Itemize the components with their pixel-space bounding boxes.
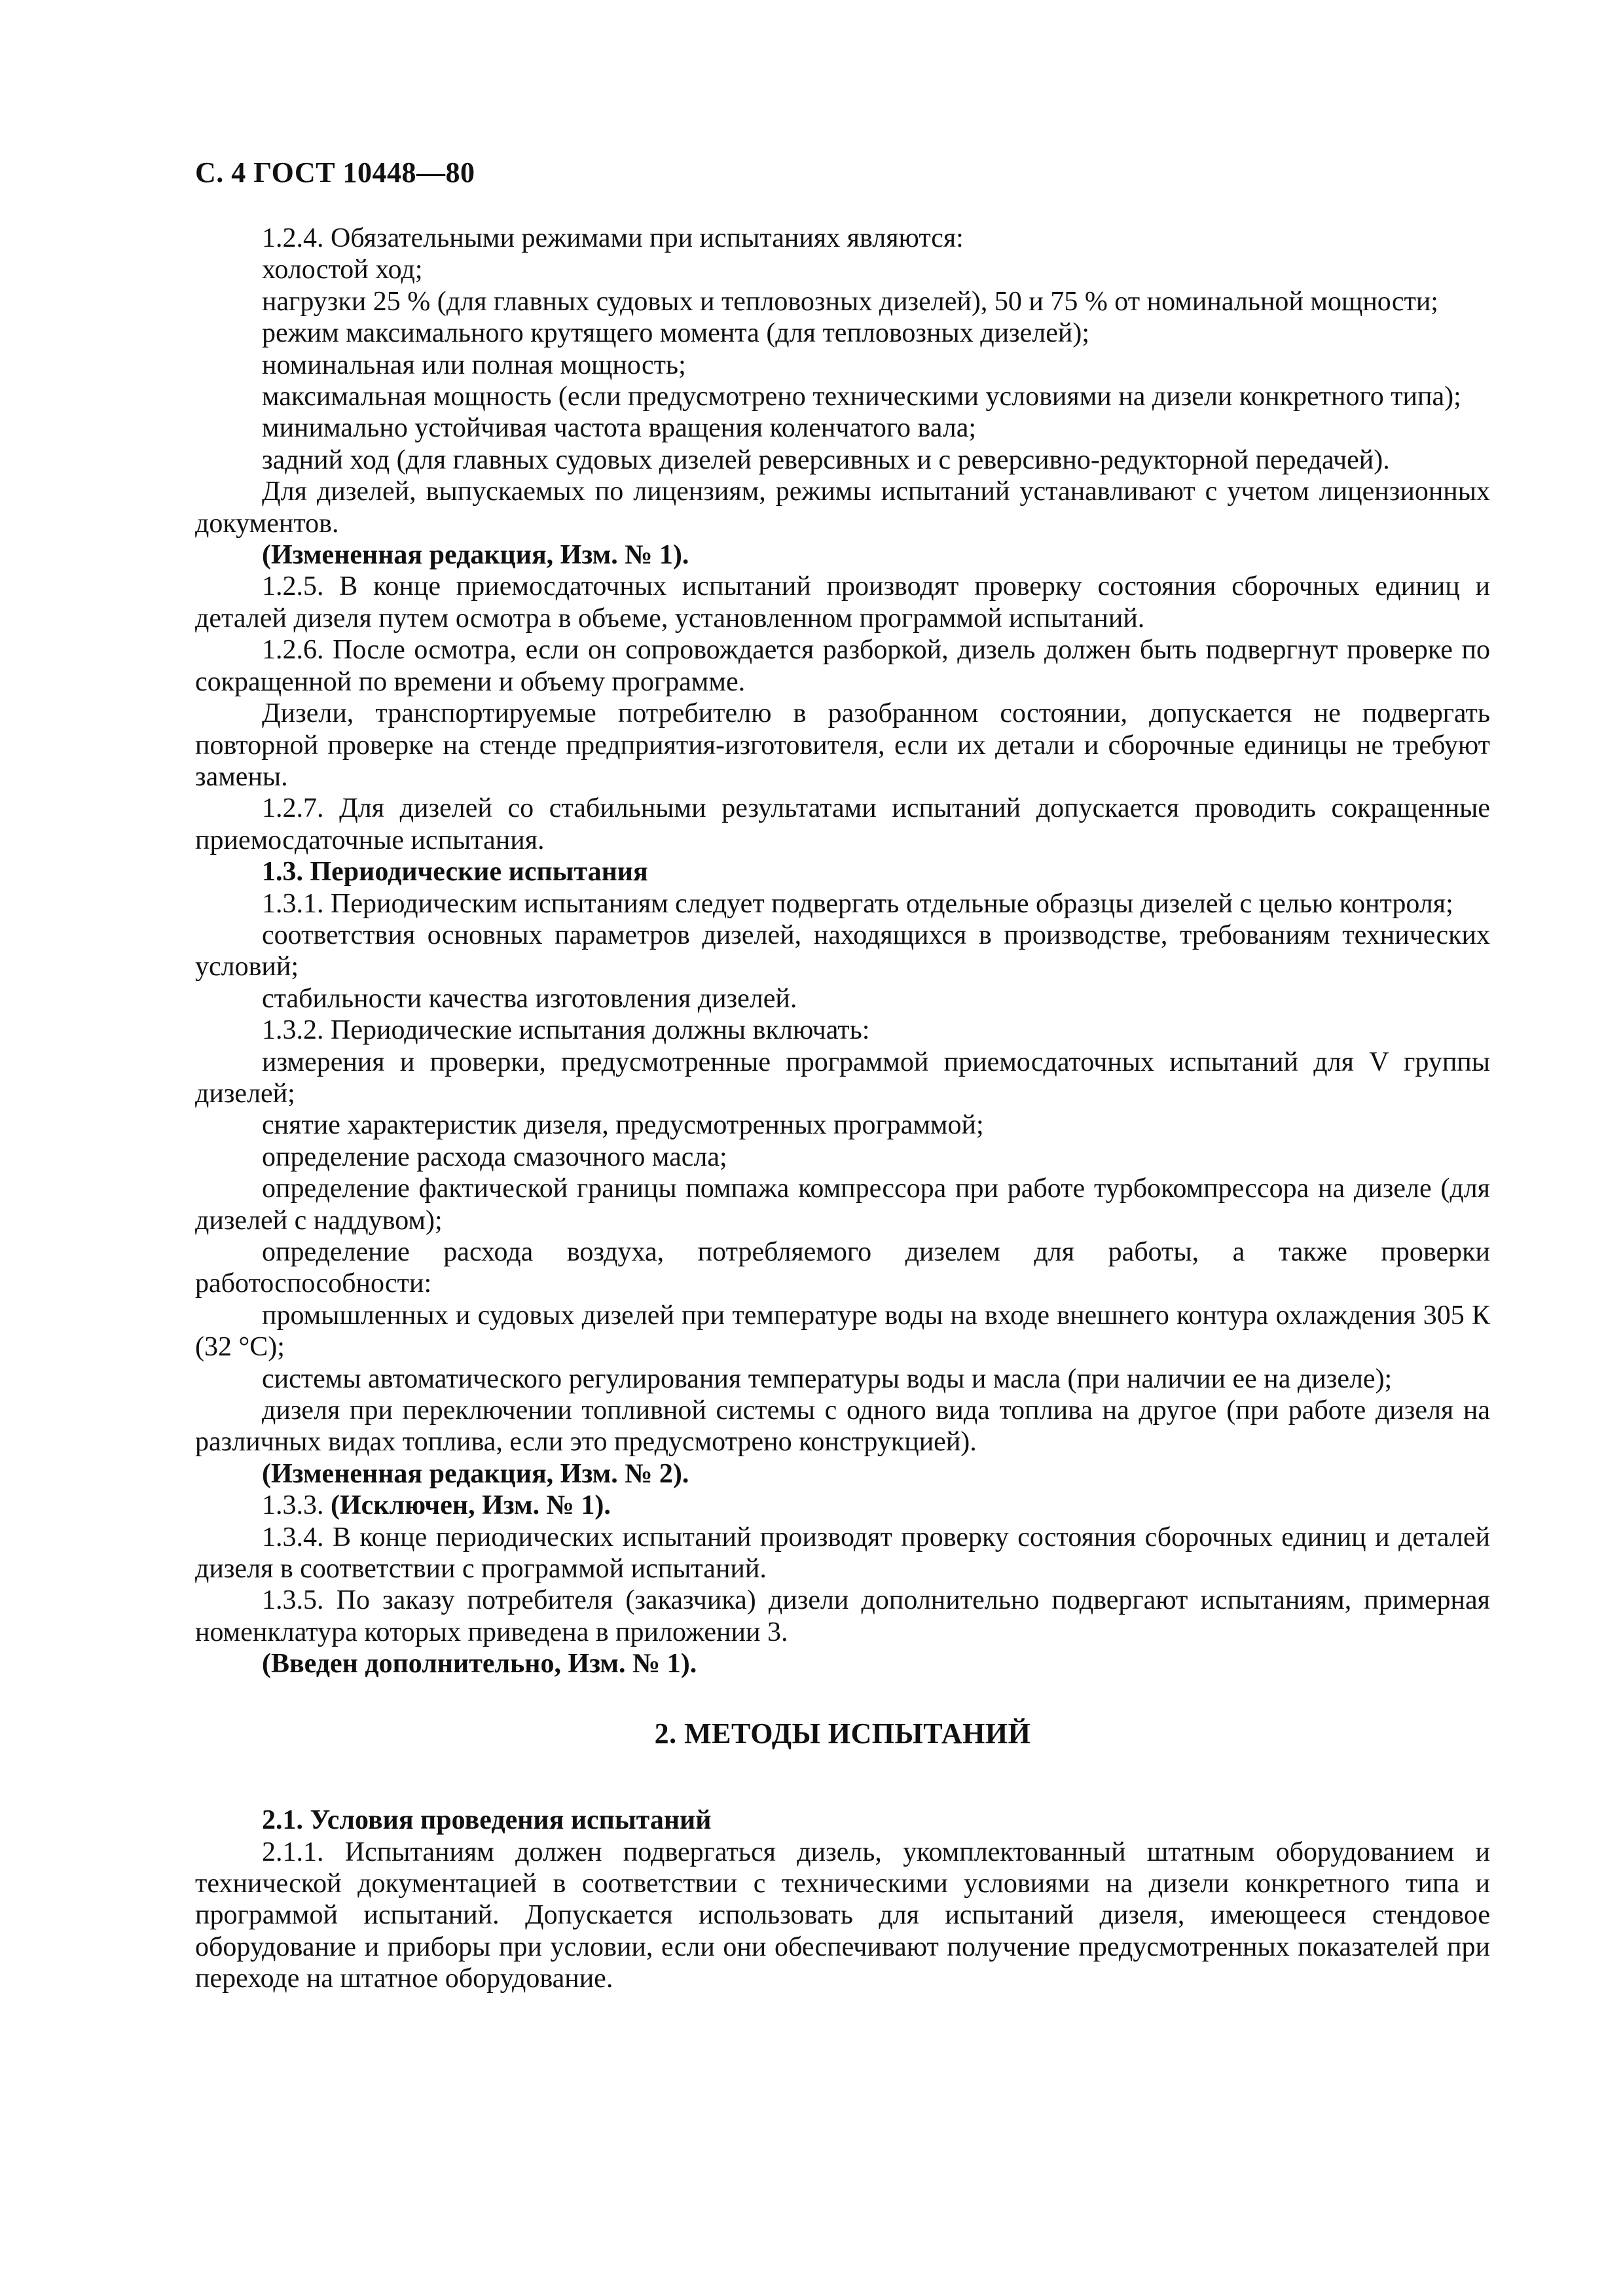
paragraph: определение расхода воздуха, потребляемого дизелем для работы, а также проверки работоспособности: — [195, 1237, 1490, 1299]
paragraph: 1.3.3. (Исключен, Изм. № 1). — [262, 1490, 611, 1521]
section-heading: 2. МЕТОДЫ ИСПЫТАНИЙ — [654, 1717, 1031, 1749]
paragraph: минимально устойчивая частота вращения коленчатого вала; — [262, 413, 977, 444]
paragraph: номинальная или полная мощность; — [262, 350, 686, 380]
paragraph: дизеля при переключении топливной системы с одного вида топлива на другое (при работе дизеля на различных видах топлива, если это предусмотрено конструкцией). — [195, 1395, 1490, 1458]
paragraph: снятие характеристик дизеля, предусмотренных программой; — [262, 1110, 984, 1141]
paragraph: Дизели, транспортируемые потребителю в разобранном состоянии, допускается не подвергать повторной проверке на стенде предприятия-изготовителя, если их детали и сборочные единицы не требуют замены. — [195, 698, 1490, 792]
paragraph: измерения и проверки, предусмотренные программой приемосдаточных испытаний для V группы дизелей; — [195, 1047, 1490, 1109]
paragraph: 1.2.4. Обязательными режимами при испытаниях являются: — [262, 223, 964, 253]
bold-paragraph: (Измененная редакция, Изм. № 1). — [262, 540, 689, 571]
paragraph: соответствия основных параметров дизелей, находящихся в производстве, требованиям технических условий; — [195, 920, 1490, 982]
paragraph: 1.2.6. После осмотра, если он сопровождается разборкой, дизель должен быть подвергнут проверке по сокращенной по времени и объему программе. — [195, 635, 1490, 697]
paragraph: промышленных и судовых дизелей при температуре воды на входе внешнего контура охлаждения 305 К (32 °С); — [195, 1300, 1490, 1363]
paragraph: холостой ход; — [262, 255, 423, 285]
paragraph: задний ход (для главных судовых дизелей реверсивных и с реверсивно-редукторной передачей). — [262, 444, 1390, 475]
paragraph: режим максимального крутящего момента (для тепловозных дизелей); — [262, 318, 1090, 349]
paragraph: 1.2.7. Для дизелей со стабильными результатами испытаний допускается проводить сокращенные приемосдаточные испытания. — [195, 793, 1490, 855]
document-body — [195, 223, 1490, 1995]
paragraph: 1.3.4. В конце периодических испытаний производят проверку состояния сборочных единиц и деталей дизеля в соответствии с программой испытаний. — [195, 1522, 1490, 1585]
bold-paragraph: (Измененная редакция, Изм. № 2). — [262, 1458, 689, 1489]
paragraph: нагрузки 25 % (для главных судовых и тепловозных дизелей), 50 и 75 % от номинальной мощности; — [262, 286, 1438, 317]
bold-paragraph: (Введен дополнительно, Изм. № 1). — [262, 1649, 697, 1679]
paragraph: Для дизелей, выпускаемых по лицензиям, режимы испытаний устанавливают с учетом лицензионных документов. — [195, 476, 1490, 539]
paragraph: стабильности качества изготовления дизелей. — [262, 983, 797, 1014]
paragraph: 1.2.5. В конце приемосдаточных испытаний производят проверку состояния сборочных единиц и деталей дизеля путем осмотра в объеме, установленном программой испытаний. — [195, 571, 1490, 634]
paragraph: системы автоматического регулирования температуры воды и масла (при наличии ее на дизеле); — [262, 1363, 1393, 1394]
bold-note: (Исключен, Изм. № 1). — [331, 1490, 611, 1521]
bold-paragraph: 2.1. Условия проведения испытаний — [262, 1805, 712, 1836]
paragraph: определение расхода смазочного масла; — [262, 1141, 727, 1172]
paragraph: максимальная мощность (если предусмотрено техническими условиями на дизели конкретного типа); — [262, 382, 1461, 412]
paragraph: 2.1.1. Испытаниям должен подвергаться дизель, укомплектованный штатным оборудованием и технической документацией в соответствии с техническими условиями на дизели конкретного типа и программой испытаний. Допускается использовать для испытаний дизеля, имеющееся стендовое оборудование и приборы при условии, если они обеспечивают получение предусмотренных показателей при переходе на штатное оборудование. — [195, 1837, 1490, 1994]
paragraph: определение фактической границы помпажа компрессора при работе турбокомпрессора на дизеле (для дизелей с наддувом); — [195, 1174, 1490, 1236]
paragraph: 1.3.1. Периодическим испытаниям следует подвергать отдельные образцы дизелей с целью контроля; — [262, 888, 1453, 919]
paragraph: 1.3.5. По заказу потребителя (заказчика) дизели дополнительно подвергают испытаниям, примерная номенклатура которых приведена в приложении 3. — [195, 1585, 1490, 1647]
bold-paragraph: 1.3. Периодические испытания — [262, 857, 648, 888]
paragraph: 1.3.2. Периодические испытания должны включать: — [262, 1015, 870, 1046]
page-header: С. 4 ГОСТ 10448—80 — [195, 156, 475, 188]
